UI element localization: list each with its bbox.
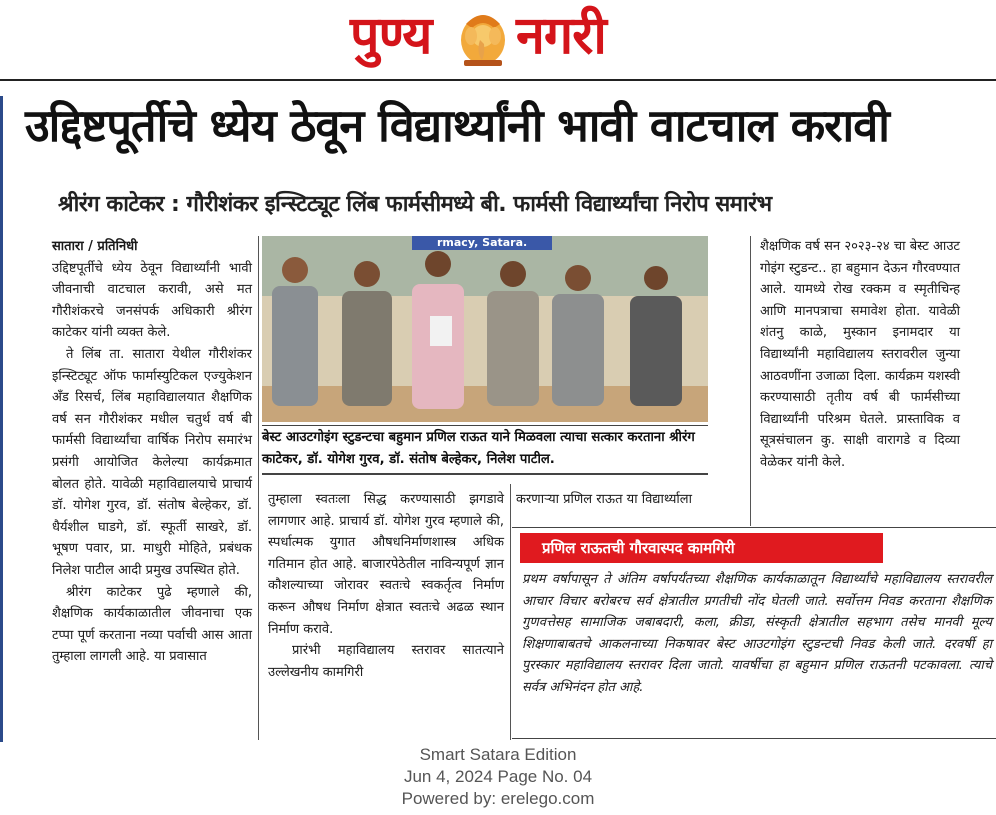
event-photo-illustration <box>262 236 708 422</box>
paragraph: करणाऱ्या प्रणिल राऊत या विद्यार्थ्याला <box>516 492 692 507</box>
paragraph: उद्दिष्टपूर्तीचे ध्येय ठेवून विद्यार्थ्यांनी भावी जीवनाची वाटचाल करावी, असे मत गौरीशंकरचे जनसंपर्क अधिकारी श्रीरंग काटेकर यांनी व्यक्त केले. <box>52 260 252 341</box>
page-footer <box>0 744 996 810</box>
dateline: सातारा / प्रतिनिधी <box>52 239 138 254</box>
masthead <box>0 0 996 82</box>
article-subhead: श्रीरंग काटेकर : गौरीशंकर इन्स्टिट्यूट लिंब फार्मसीमध्ये बी. फार्मसी विद्यार्थ्यांचा निरोप समारंभ <box>58 192 772 217</box>
article-column-1 <box>52 236 252 668</box>
powered-by: Powered by: erelego.com <box>401 789 595 808</box>
column-divider <box>510 484 511 740</box>
masthead-title-left: पुण्य <box>350 6 432 66</box>
masthead-title-right: नगरी <box>516 6 606 66</box>
edition-date-page: Jun 4, 2024 Page No. 04 <box>403 767 593 786</box>
box-text: प्रथम वर्षापासून ते अंतिम वर्षापर्यंतच्या शैक्षणिक कार्यकाळातून विद्यार्थ्यांचे महाविद्यालय स्तरावरील आचार विचार बरोबरच सर्व क्षेत्रातील प्रगतीची नोंद घेतली जाते. सर्वोत्तम निवड करताना शैक्षणिक गुणवत्तेसह सामाजिक जबाबदारी, कला, क्रीडा, संस्कृती क्षेत्रातील सहभाग तसेच मानवी मूल्य शिक्षणाबाबतचे आकलनाच्या निकषावर बेस्ट आउटगोइंग स्टुडन्टची निवड केली जाते. दरवर्षी हा पुरस्कार महाविद्यालय स्तरावर दिला जातो. यावर्षीचा हा बहुमान प्रणिल राऊतनी पटकावला. त्याचे सर्वत्र अभिनंदन होत आहे. <box>522 572 992 695</box>
article-headline: उद्दिष्टपूर्तीचे ध्येय ठेवून विद्यार्थ्यांनी भावी वाटचाल करावी <box>25 99 889 152</box>
left-accent-bar <box>0 96 3 742</box>
column-divider <box>750 236 751 526</box>
box-title: प्रणिल राऊतची गौरवास्पद कामगिरी <box>520 533 883 563</box>
masthead-rule <box>0 79 996 81</box>
article-column-3 <box>516 489 752 511</box>
column-divider <box>258 236 259 740</box>
ganesha-logo-icon <box>454 4 512 68</box>
paragraph: ते लिंब ता. सातारा येथील गौरीशंकर इन्स्टिट्यूट ऑफ फार्मास्युटिकल एज्युकेशन अँड रिसर्च, लिंब महाविद्यालयात शैक्षणिक वर्ष सन गौरीशंकर मधील चतुर्थ वर्ष बी फार्मसी विद्यार्थ्यांचा वार्षिक निरोप समारंभ प्रसंगी आयोजित केलेल्या कार्यक्रमात बोलत होते. यावेळी महाविद्यालयाचे प्राचार्य डॉ. योगेश गुरव, डॉ. संतोष बेल्हेकर, डॉ. धैर्यशील घाडगे, डॉ. स्फूर्ती साखरे, डॉ. भूषण पवार, प्रा. माधुरी मोहिते, प्रबंधक निलेश पाटील आदी प्रमुख उपस्थित होते. <box>52 346 252 578</box>
caption-rule <box>262 425 708 426</box>
article-column-4 <box>760 236 960 474</box>
paragraph: शैक्षणिक वर्ष सन २०२३-२४ चा बेस्ट आउट गोइंग स्टुडन्ट.. हा बहुमान देऊन गौरवण्यात आले. यामध्ये रोख रक्कम व स्मृतीचिन्ह आणि मानपत्राचा समावेश होता. यावेळी शंतनु काळे, मुस्कान इनामदार या विद्यार्थ्यांनी महाविद्यालय स्तरावरील जुन्या आठवणींना उजाळा दिला. कार्यक्रम यशस्वी करण्यासाठी तृतीय वर्ष बी फार्मसीच्या विद्यार्थ्यांनी परिश्रम घेतले. प्रास्ताविक व सूत्रसंचालन कु. साक्षी वारागडे व दिव्या वेळेकर यांनी केले. <box>760 239 960 470</box>
photo-caption: बेस्ट आउटगोइंग स्टुडन्टचा बहुमान प्रणिल राऊत याने मिळवला त्याचा सत्कार करताना श्रीरंग काटेकर, डॉ. योगेश गुरव, डॉ. संतोष बेल्हेकर, निलेश पाटील. <box>262 427 708 475</box>
paragraph: प्रारंभी महाविद्यालय स्तरावर सातत्याने उल्लेखनीय कामगिरी <box>268 643 504 680</box>
paragraph: तुम्हाला स्वतःला सिद्ध करण्यासाठी झगडावे लागणार आहे. प्राचार्य डॉ. योगेश गुरव म्हणाले की, स्पर्धात्मक युगात औषधनिर्माणशास्त्र अधिक गतिमान होत आहे. बाजारपेठेतील नाविन्यपूर्ण ज्ञान कौशल्याच्या जोरावर स्वतःचे स्वकर्तृत्व निर्माण करून औषध निर्माण क्षेत्रात स्वतःचे अढळ स्थान निर्माण करावे. <box>268 492 504 637</box>
edition-name: Smart Satara Edition <box>419 745 577 764</box>
article-column-2 <box>268 489 504 683</box>
paragraph: श्रीरंग काटेकर पुढे म्हणाले की, शैक्षणिक कार्यकाळातील जीवनाचा एक टप्पा पूर्ण करताना नव्या पर्वाची आस आता तुम्हाला लागली आहे. या प्रवासात <box>52 584 252 665</box>
box-rule <box>512 527 996 528</box>
box-rule <box>512 738 996 739</box>
event-photo <box>262 236 708 422</box>
photo-banner-text: rmacy, Satara. <box>437 236 528 249</box>
